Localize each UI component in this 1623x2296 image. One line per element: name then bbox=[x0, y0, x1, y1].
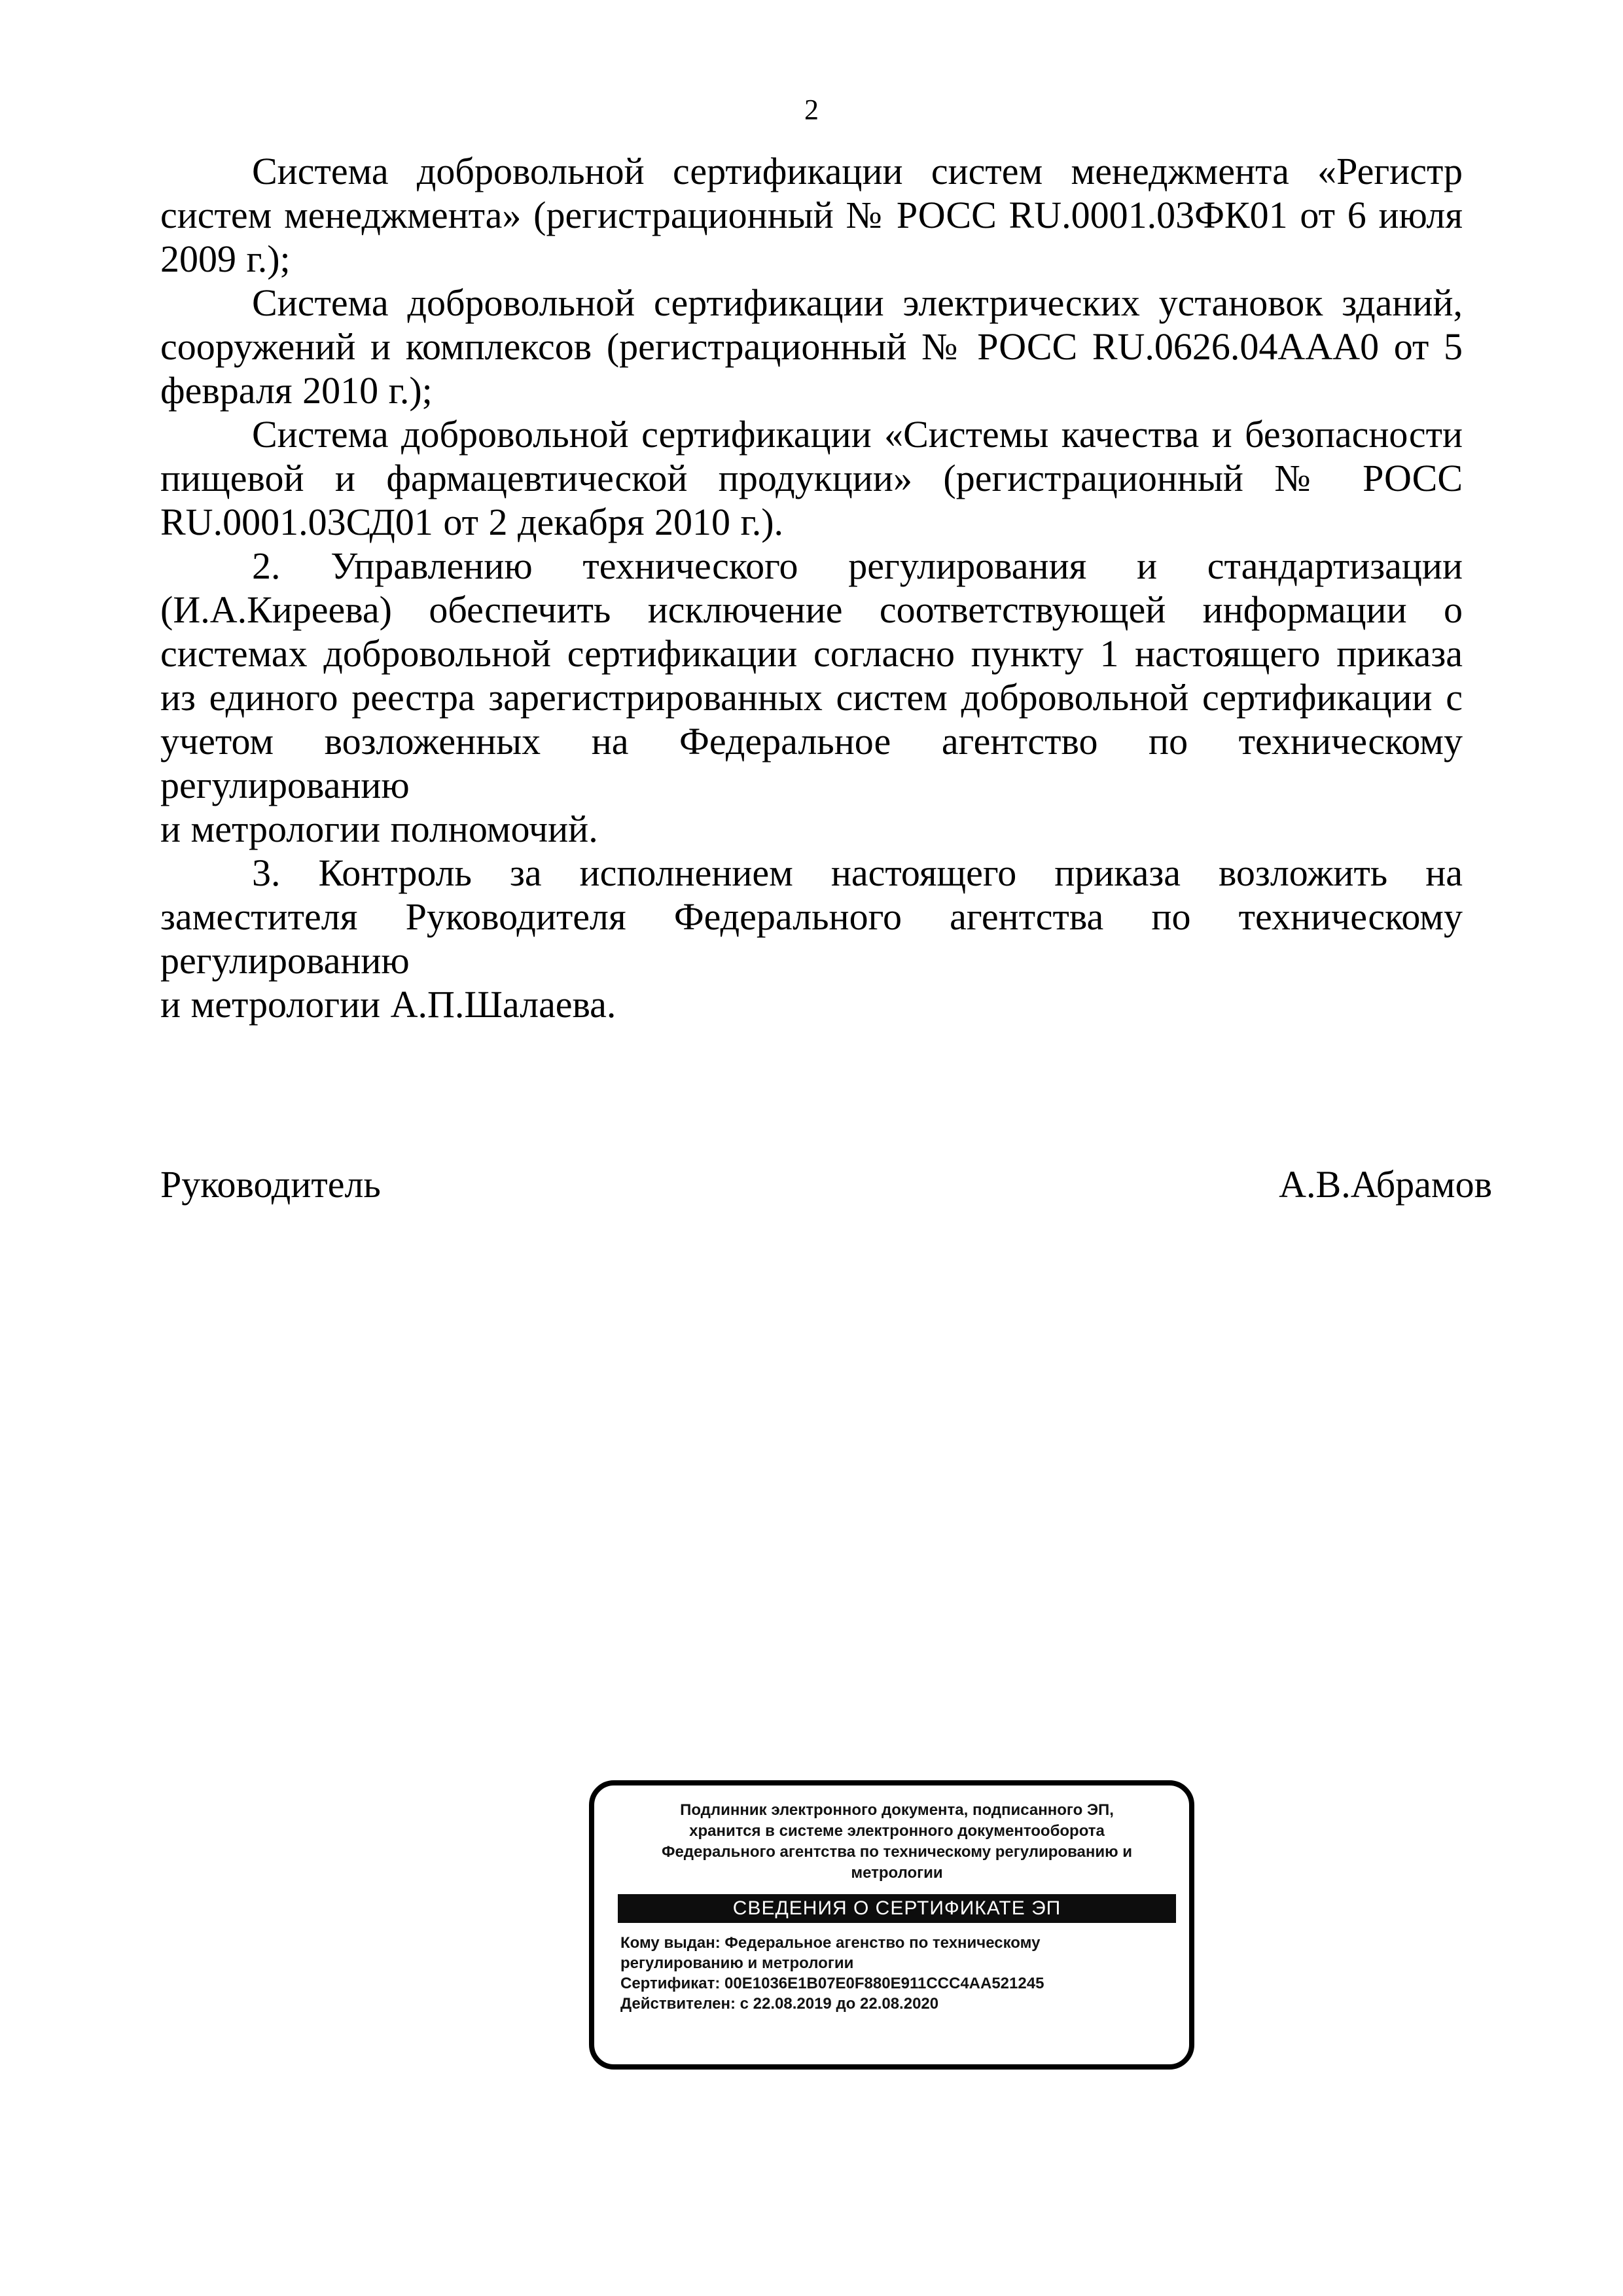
stamp-header-line: Подлинник электронного документа, подписанного ЭП, bbox=[680, 1801, 1114, 1819]
stamp-issued-to-cont: регулированию и метрологии bbox=[620, 1954, 854, 1972]
document-body bbox=[160, 149, 1463, 1026]
signer-name: А.В.Абрамов bbox=[1279, 1163, 1492, 1206]
signer-title: Руководитель bbox=[160, 1163, 381, 1206]
stamp-certificate-details bbox=[620, 1933, 1177, 2014]
paragraph-item-3: 3. Контроль за исполнением настоящего приказа возложить на заместителя Руководителя Федерального агентства по техническому регулированию bbox=[160, 852, 1463, 982]
stamp-issued-to: Кому выдан: Федеральное агенство по техническому bbox=[620, 1934, 1041, 1952]
stamp-header bbox=[620, 1800, 1173, 1884]
electronic-signature-stamp bbox=[589, 1780, 1194, 2070]
stamp-header-line: хранится в системе электронного документооборота bbox=[689, 1822, 1105, 1840]
paragraph-item-3-tail: и метрологии А.П.Шалаева. bbox=[160, 983, 616, 1026]
paragraph-registr-sm: Система добровольной сертификации систем менеджмента «Регистр систем менеджмента» (регистрационный № РОСС RU.0001.03ФК01 от 6 июля 2009 г.); bbox=[160, 150, 1463, 280]
stamp-header-line: Федерального агентства по техническому регулированию и bbox=[661, 1843, 1133, 1861]
paragraph-electrical-installations: Система добровольной сертификации электрических установок зданий, сооружений и комплексов (регистрационный № РОСС RU.0626.04ААА0 от 5 февраля 2010 г.); bbox=[160, 281, 1463, 412]
paragraph-food-pharma: Система добровольной сертификации «Системы качества и безопасности пищевой и фармацевтической продукции» (регистрационный № РОСС RU.0001.03СД01 от 2 декабря 2010 г.). bbox=[160, 413, 1463, 543]
paragraph-item-2-tail: и метрологии полномочий. bbox=[160, 808, 598, 850]
paragraph-item-2: 2. Управлению технического регулирования и стандартизации (И.А.Киреева) обеспечить исключение соответствующей информации о системах добровольной сертификации согласно пункту 1 настоящего приказа из единого реестра зарегистрированных систем добровольной сертификации с учетом возложенных на Федеральное агентство по техническому регулированию bbox=[160, 545, 1463, 806]
stamp-certificate-number: Сертификат: 00E1036E1B07E0F880E911CCC4AA521245 bbox=[620, 1975, 1044, 1992]
stamp-header-line: метрологии bbox=[851, 1864, 943, 1882]
stamp-certificate-banner: СВЕДЕНИЯ О СЕРТИФИКАТЕ ЭП bbox=[618, 1894, 1176, 1923]
page-number: 2 bbox=[804, 94, 819, 126]
stamp-validity: Действителен: с 22.08.2019 до 22.08.2020 bbox=[620, 1995, 939, 2013]
